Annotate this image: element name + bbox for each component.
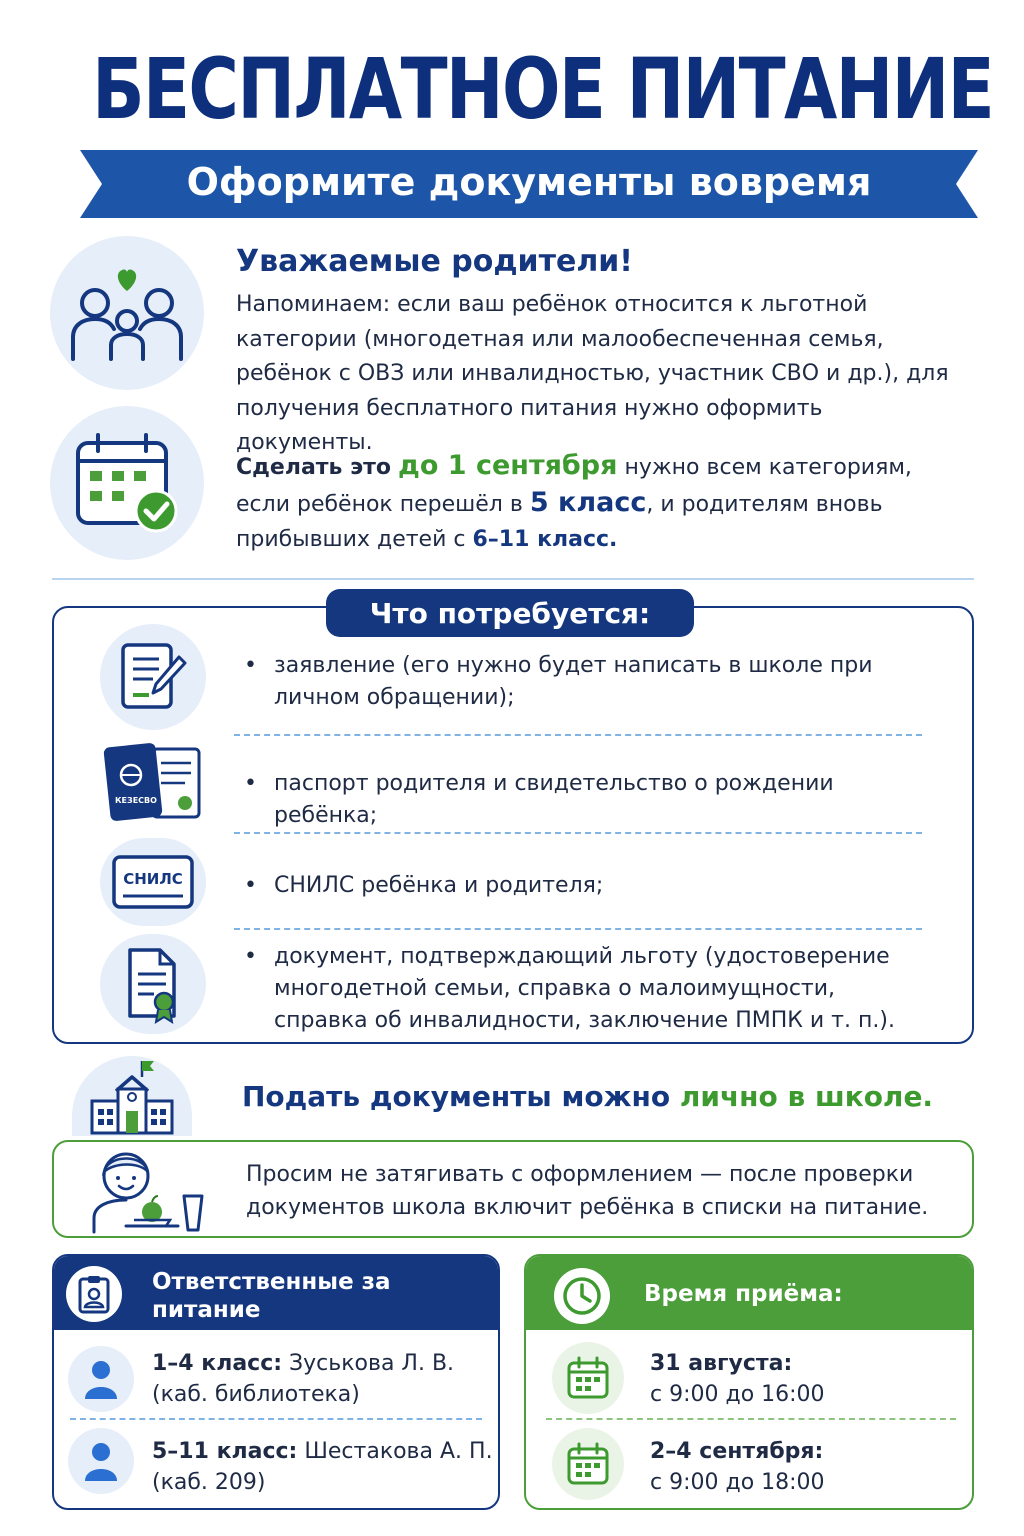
svg-text:СНИЛС: СНИЛС <box>123 870 183 888</box>
intro-text: Напоминаем: если ваш ребёнок относится к льготной категории (многодетная или малообеспеченная семья, ребёнок с ОВЗ или инвалидностью, участник СВО и др.), для получения бесплатного питания нужно оформить документы. <box>236 292 949 455</box>
svg-text:КЕЗЕСВО: КЕЗЕСВО <box>115 796 157 805</box>
requirement-item: • СНИЛС ребёнка и родителя; <box>244 873 604 898</box>
responsible-title: Ответственные за питание <box>152 1269 391 1323</box>
item-separator <box>234 832 922 834</box>
row-separator <box>70 1418 482 1420</box>
calendar-icon <box>552 1342 624 1414</box>
schedule-row: 2–4 сентября: с 9:00 до 18:00 <box>650 1439 825 1495</box>
note-text: Просим не затягивать с оформлением — после проверки документов школа включит ребёнка в списки на питание. <box>246 1162 929 1220</box>
person-icon <box>68 1428 134 1494</box>
item-separator <box>234 928 922 930</box>
person-icon <box>68 1346 134 1412</box>
schedule-row: 31 августа: с 9:00 до 16:00 <box>650 1351 825 1407</box>
item-separator <box>234 734 922 736</box>
application-form-icon <box>100 624 206 730</box>
schedule-panel <box>524 1254 974 1510</box>
section-divider <box>52 578 974 580</box>
clock-icon <box>554 1268 610 1324</box>
subtitle: Оформите документы вовремя <box>186 160 872 204</box>
requirement-item: • паспорт родителя и свидетельство о рождении ребёнка; <box>244 771 834 828</box>
responsible-row: 5–11 класс: Шестакова А. П. (каб. 209) <box>152 1439 493 1495</box>
row-separator <box>546 1418 956 1420</box>
responsible-panel: Ответственные за питание в школе: 1–4 класс: Зуськова Л. В. (каб. библиотека) 5–11 класс: Шестакова А. П. (каб. 209) <box>52 1254 500 1510</box>
family-icon <box>50 236 204 390</box>
submit-info: Подать документы можно лично в школе. <box>242 1080 934 1113</box>
child-meal-icon <box>84 1146 214 1234</box>
clipboard-person-icon <box>66 1266 122 1322</box>
requirement-item: • заявление (его нужно будет написать в школе при личном обращении); <box>244 653 873 710</box>
calendar-icon <box>552 1428 624 1500</box>
schedule-title: Время приёма: <box>644 1281 843 1307</box>
passport-certificate-icon <box>100 740 206 826</box>
grades-6-11: 6–11 класс. <box>472 527 618 552</box>
deadline-text: Сделать это до 1 сентября нужно всем категориям, если ребёнок перешёл в 5 класс, и родителям вновь прибывших детей с 6–11 класс. <box>236 450 912 552</box>
requirement-item: • документ, подтверждающий льготу (удостоверение многодетной семьи, справка о малоимущности, справка об инвалидности, заключение ПМПК и т. п.). <box>244 944 895 1033</box>
grade-5: 5 класс <box>529 487 647 518</box>
calendar-check-icon <box>50 406 204 560</box>
snils-card-icon <box>100 838 206 926</box>
benefit-document-icon <box>100 934 206 1034</box>
requirements-title: Что потребуется: <box>326 589 694 637</box>
responsible-row: 1–4 класс: Зуськова Л. В. (каб. библиотека) <box>152 1351 455 1407</box>
page-title: БЕСПЛАТНОЕ ПИТАНИЕ <box>92 40 994 138</box>
deadline-date: до 1 сентября <box>398 450 618 481</box>
greeting: Уважаемые родители! <box>236 244 633 279</box>
school-icon <box>72 1056 192 1136</box>
